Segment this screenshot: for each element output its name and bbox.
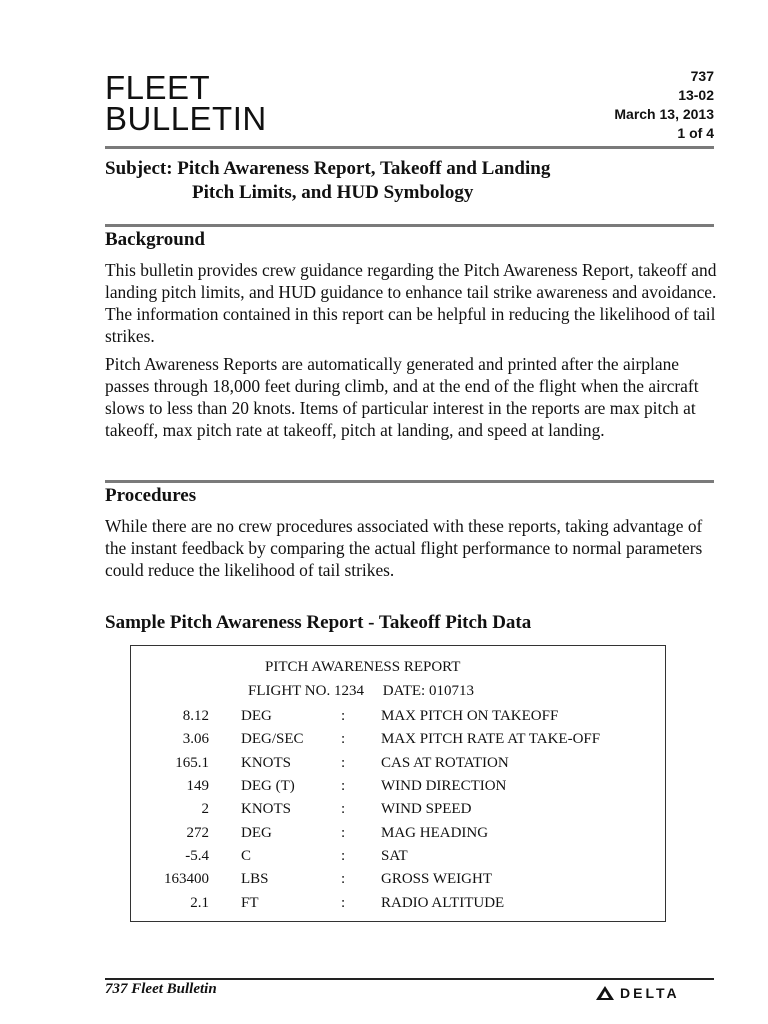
report-separator: : — [341, 871, 346, 888]
report-value: 2.1 — [190, 894, 209, 911]
report-separator: : — [341, 708, 346, 725]
report-value: 2 — [201, 801, 209, 818]
report-description: SAT — [381, 847, 408, 864]
report-description: GROSS WEIGHT — [381, 871, 492, 888]
background-paragraph-2: Pitch Awareness Reports are automatically generated and printed after the airplane passes through 18,000 feet during climb, and at the end of the flight when the aircraft slows to less than 20 knots. Items of particular interest in the reports are max pitch at takeoff, max pitch rate at takeoff, pitch at landing, and speed at landing. — [105, 354, 699, 440]
report-row — [131, 891, 641, 914]
document-title — [105, 69, 267, 137]
report-unit: FT — [241, 894, 259, 911]
report-unit: DEG — [241, 824, 272, 841]
report-title: PITCH AWARENESS REPORT — [265, 659, 461, 675]
report-description: WIND SPEED — [381, 801, 472, 818]
report-row — [131, 728, 641, 751]
procedures-divider — [105, 480, 714, 483]
report-row — [131, 845, 641, 868]
report-description: WIND DIRECTION — [381, 778, 507, 795]
report-separator: : — [341, 824, 346, 841]
report-flight-line: FLIGHT NO. 1234 DATE: 010713 — [248, 683, 474, 699]
report-unit: DEG/SEC — [241, 731, 304, 748]
report-row — [131, 775, 641, 798]
delta-widget-icon — [596, 986, 614, 1000]
procedures-heading: Procedures — [105, 485, 197, 506]
report-description: MAG HEADING — [381, 824, 489, 841]
report-value: 163400 — [164, 871, 209, 888]
report-separator: : — [341, 801, 346, 818]
subject-line — [105, 157, 550, 205]
page-number: 1 of 4 — [677, 125, 714, 141]
report-table — [131, 705, 641, 915]
bulletin-number: 13-02 — [678, 87, 714, 103]
report-unit: C — [241, 847, 252, 864]
report-row — [131, 798, 641, 821]
pitch-awareness-report — [130, 645, 666, 922]
report-separator: : — [341, 731, 346, 748]
footer-title: 737 Fleet Bulletin — [105, 981, 217, 997]
report-separator: : — [341, 778, 346, 795]
background-paragraph-1: This bulletin provides crew guidance regarding the Pitch Awareness Report, takeoff and landing pitch limits, and HUD guidance to enhance tail strike awareness and avoidance. The information contained in this report can be helpful in reducing the likelihood of tail strikes. — [105, 260, 717, 346]
delta-wordmark: DELTA — [620, 985, 680, 1001]
title-line-1: FLEET — [105, 69, 211, 106]
title-line-2: BULLETIN — [105, 100, 267, 137]
report-separator: : — [341, 894, 346, 911]
report-row — [131, 705, 641, 728]
subject-line-1: Subject: Pitch Awareness Report, Takeoff and Landing — [105, 158, 551, 179]
report-value: 272 — [186, 824, 209, 841]
footer-divider — [105, 978, 714, 980]
report-row — [131, 752, 641, 775]
report-description: MAX PITCH RATE AT TAKE-OFF — [381, 731, 601, 748]
report-row — [131, 868, 641, 891]
subject-line-2: Pitch Limits, and HUD Symbology — [192, 182, 474, 203]
report-separator: : — [341, 847, 346, 864]
delta-logo — [596, 985, 680, 1001]
aircraft-model: 737 — [690, 68, 714, 84]
report-unit: KNOTS — [241, 801, 292, 818]
report-description: MAX PITCH ON TAKEOFF — [381, 708, 559, 725]
report-description: RADIO ALTITUDE — [381, 894, 505, 911]
sample-heading: Sample Pitch Awareness Report - Takeoff Pitch Data — [105, 612, 532, 633]
report-unit: DEG (T) — [241, 778, 295, 795]
report-row — [131, 821, 641, 844]
report-description: CAS AT ROTATION — [381, 754, 509, 771]
report-value: 3.06 — [182, 731, 209, 748]
report-unit: LBS — [241, 871, 269, 888]
report-value: 149 — [186, 778, 209, 795]
report-unit: KNOTS — [241, 754, 292, 771]
header-divider — [105, 146, 714, 149]
subject-divider — [105, 224, 714, 227]
procedures-paragraph: While there are no crew procedures associated with these reports, taking advantage of the instant feedback by comparing the actual flight performance to normal parameters could reduce the likelihood of tail strikes. — [105, 516, 703, 580]
bulletin-meta — [614, 67, 714, 143]
report-value: -5.4 — [185, 847, 209, 864]
report-value: 8.12 — [182, 708, 209, 725]
background-heading: Background — [105, 229, 205, 250]
report-unit: DEG — [241, 708, 272, 725]
bulletin-date: March 13, 2013 — [614, 106, 714, 122]
report-value: 165.1 — [175, 754, 209, 771]
report-separator: : — [341, 754, 346, 771]
